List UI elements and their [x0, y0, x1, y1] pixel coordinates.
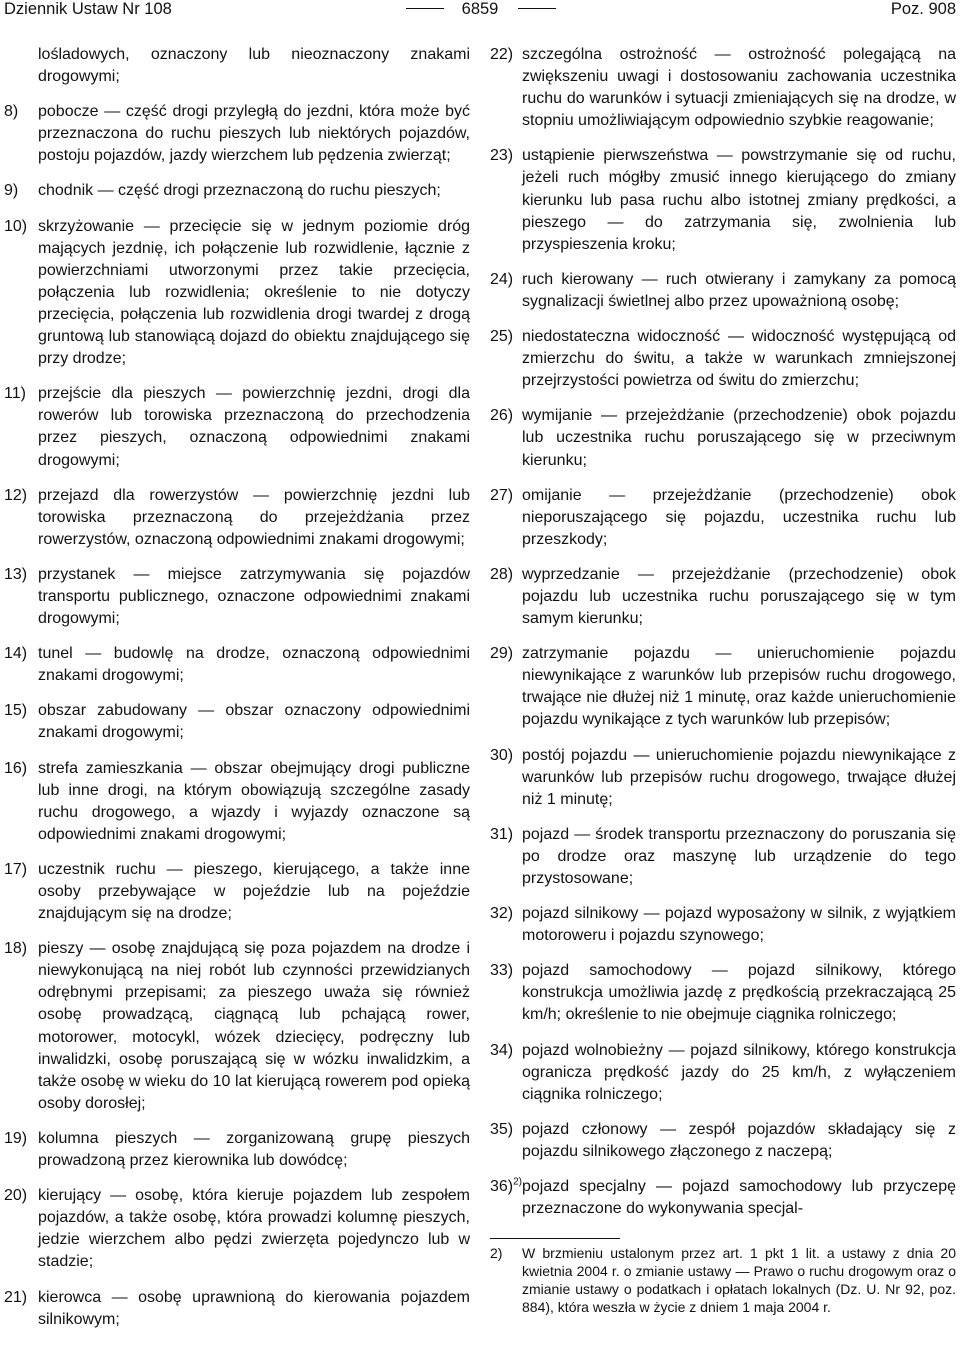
item-number: 26): [490, 407, 514, 425]
item-text: wymijanie — przejeżdżanie (przechodzenie) obok pojazdu lub uczestnika ruchu poruszającego się w przeciwnym kierunku;: [522, 407, 956, 469]
item-number: 22): [490, 46, 514, 63]
item-text: przejazd dla rowerzystów — powierzchnię jezdni lub torowiska przeznaczoną do przejeżdżania przez rowerzystów, oznaczoną odpowiednimi znakami drogowymi;: [38, 486, 470, 548]
definition-item-18: [4, 938, 470, 1115]
item-text: przejście dla pieszych — powierzchnię jezdni, drogi dla rowerów lub torowiska przeznaczoną do przechodzenia przez pieszych, oznaczoną odpowiednimi znakami drogowymi;: [38, 385, 470, 469]
item-text: pojazd członowy — zespół pojazdów składający się z pojazdu silnikowego złączonego z naczepą;: [522, 1120, 956, 1160]
definition-item-28: [490, 564, 956, 630]
item-number: 35): [490, 1120, 514, 1138]
item-text: obszar zabudowany — obszar oznaczony odpowiednimi znakami drogowymi;: [38, 702, 470, 742]
position-number: Poz. 908: [890, 0, 956, 18]
page-number: 6859: [461, 0, 499, 18]
item-text: pojazd samochodowy — pojazd silnikowy, którego konstrukcja umożliwia jazdę z prędkością przekraczającą 25 km/h; określenie to nie obejmuje ciągnika rolniczego;: [522, 962, 956, 1024]
definition-item-30: [490, 745, 956, 811]
definition-item-35: [490, 1119, 956, 1163]
item-text: omijanie — przejeżdżanie (przechodzenie) obok nieporuszającego się pojazdu, uczestnika ruchu lub przeszkody;: [522, 486, 956, 548]
item-text: zatrzymanie pojazdu — unieruchomienie pojazdu niewynikające z warunków lub przepisów ruchu drogowego, trwające nie dłużej niż 1 minutę, oraz każde unieruchomienie pojazdu wynikające z tych warunków lub przepisów;: [522, 645, 956, 729]
item-text: ustąpienie pierwszeństwa — powstrzymanie się od ruchu, jeżeli ruch mógłby zmusić innego kierującego do zmiany kierunku lub pasa ruchu albo istotnej zmiany prędkości, a pieszego — do zatrzymania się, zwolnienia lub przyspieszenia kroku;: [522, 147, 956, 253]
item-text: niedostateczna widoczność — widoczność występującą od zmierzchu do świtu, a także w warunkach zmniejszonej przejrzystości powietrza od świtu do zmierzchu;: [522, 328, 956, 390]
definition-item-22: [490, 44, 956, 132]
item-number: 8): [4, 103, 19, 121]
definition-item-34: [490, 1040, 956, 1106]
definition-item-29: [490, 643, 956, 731]
item-number: 21): [4, 1288, 28, 1306]
item-text: skrzyżowanie — przecięcie się w jednym poziomie dróg mających jezdnię, ich połączenie lub rozwidlenie, łącznie z powierzchniami utworzonymi przez takie przecięcia, połączenia lub rozwidlenia; określenie to nie dotyczy przecięcia, połączenia lub rozwidlenia drogi twardej z drogą gruntową lub stanowiącą dojazd do obiektu znajdującego się przy drodze;: [38, 217, 470, 368]
item-text: kolumna pieszych — zorganizowaną grupę pieszych prowadzoną przez kierownika lub dowódcę;: [38, 1129, 470, 1170]
definition-item-27: [490, 485, 956, 551]
definition-item-20: [4, 1185, 470, 1273]
item-text: pojazd wolnobieżny — pojazd silnikowy, którego konstrukcja ogranicza prędkość jazdy do 25 km/h, z wyłączeniem ciągnika rolniczego;: [522, 1041, 956, 1103]
definition-item-26: [490, 405, 956, 471]
item-number: 16): [4, 759, 28, 777]
definition-item-36: [490, 1176, 956, 1220]
item-number: 34): [490, 1041, 514, 1059]
right-items: [490, 44, 956, 1163]
definition-item-9: [4, 180, 470, 202]
item-text: kierujący — osobę, która kieruje pojazdem lub zespołem pojazdów, a także osobę, która prowadzi kolumnę pieszych, jedzie wierzchem albo pędzi zwierzęta pojedynczo lub w stadzie;: [38, 1187, 470, 1271]
item-text: szczególna ostrożność — ostrożność polegającą na zwiększeniu uwagi i dostosowaniu zachowania uczestnika ruchu do warunków i sytuacji zmieniających się na drodze, w stopniu umożliwiającym odpowiednio szybkie reagowanie;: [522, 46, 956, 130]
item-number: 18): [4, 940, 28, 958]
definition-item-13: [4, 564, 470, 630]
left-column: [4, 44, 470, 1344]
continuation-text: [4, 44, 470, 88]
item-number: 36)$^{2)}$: [490, 1176, 523, 1196]
footnote-text: W brzmieniu ustalonym przez art. 1 pkt 1 lit. a ustawy z dnia 20 kwietnia 2004 r. o zmianie ustawy — Prawo o ruchu drogowym oraz o zmianie ustawy o podatkach i opłatach lokalnych (Dz. U. Nr 92, poz. 884), która weszła w życie z dniem 1 maja 2004 r.: [522, 1245, 956, 1315]
definition-item-33: [490, 960, 956, 1026]
right-column: [490, 44, 956, 1316]
definition-item-12: [4, 485, 470, 551]
item-text: pieszy — osobę znajdującą się poza pojazdem na drodze i niewykonującą na niej robót lub czynności przewidzianych odrębnymi przepisami; za pieszego uważa się również osobę prowadzącą, ciągnącą lub pchającą rower, motorower, motocykl, wózek dziecięcy, podręczny lub inwalidzki, osobę poruszającą się w wózku inwalidzkim, a także osobę w wieku do 10 lat kierującą rowerem pod opieką osoby dorosłej;: [38, 940, 470, 1112]
definition-item-24: [490, 269, 956, 313]
item-text: uczestnik ruchu — pieszego, kierującego, a także inne osoby przebywające w pojeździe lub na pojeździe znajdującym się na drodze;: [38, 860, 470, 923]
definition-item-14: [4, 643, 470, 687]
item-text: tunel — budowlę na drodze, oznaczoną odpowiednimi znakami drogowymi;: [38, 645, 470, 685]
item-text: wyprzedzanie — przejeżdżanie (przechodzenie) obok pojazdu lub uczestnika ruchu poruszającego się w tym samym kierunku;: [522, 565, 956, 628]
item-text: pojazd specjalny — pojazd samochodowy lub przyczepę przeznaczone do wykonywania specjal-: [522, 1178, 956, 1218]
definition-item-32: [490, 903, 956, 947]
definition-item-25: [490, 326, 956, 392]
definition-item-11: [4, 383, 470, 471]
page-header: [0, 0, 960, 22]
footnote-ref: 2): [513, 1176, 523, 1188]
item-number: 12): [4, 486, 28, 504]
footnote-divider: [490, 1238, 620, 1239]
item-number: 9): [4, 182, 19, 200]
definition-item-17: [4, 859, 470, 925]
item-number: 20): [4, 1187, 28, 1205]
definition-item-23: [490, 145, 956, 255]
item-text: przystanek — miejsce zatrzymywania się pojazdów transportu publicznego, oznaczone odpowiednimi znakami drogowymi;: [38, 565, 470, 628]
item-text: kierowca — osobę uprawnioną do kierowania pojazdem silnikowym;: [38, 1288, 470, 1328]
item-number: 17): [4, 860, 28, 878]
item-number: 31): [490, 825, 514, 843]
definition-item-16: [4, 758, 470, 846]
continuation-body: lośladowych, oznaczony lub nieoznaczony znakami drogowymi;: [38, 46, 470, 86]
item-number: 25): [490, 328, 514, 346]
footnote-number: 2): [490, 1245, 503, 1262]
item-number: 14): [4, 645, 28, 663]
item-number: 15): [4, 702, 28, 720]
item-number: 11): [4, 385, 26, 403]
item-text: ruch kierowany — ruch otwierany i zamykany za pomocą sygnalizacji świetlnej albo przez upoważnioną osobę;: [522, 270, 956, 310]
definition-item-8: [4, 101, 470, 167]
item-number: 24): [490, 270, 514, 288]
item-text: strefa zamieszkania — obszar obejmujący drogi publiczne lub inne drogi, na którym obowiązują szczególne zasady ruchu drogowego, a wjazdy i wyjazdy oznaczone są odpowiednimi znakami drogowymi;: [38, 759, 470, 843]
item-text: postój pojazdu — unieruchomienie pojazdu niewynikające z warunków lub przepisów ruchu drogowego, trwające dłużej niż 1 minutę;: [522, 746, 956, 808]
item-number: 33): [490, 962, 514, 980]
definition-item-31: [490, 824, 956, 890]
item-number: 30): [490, 746, 514, 764]
item-number: 10): [4, 217, 28, 235]
footnote: [490, 1245, 956, 1316]
item-number: 27): [490, 486, 514, 504]
item-text: chodnik — część drogi przeznaczoną do ruchu pieszych;: [38, 182, 441, 200]
item-number: 32): [490, 905, 514, 923]
item-number: 23): [490, 147, 514, 165]
journal-title: Dziennik Ustaw Nr 108: [4, 0, 172, 18]
definition-item-15: [4, 700, 470, 744]
definition-item-10: [4, 216, 470, 371]
item-text: pojazd — środek transportu przeznaczony do poruszania się po drodze oraz maszynę lub urządzenie do tego przystosowane;: [522, 825, 956, 887]
header-dash-right: [518, 8, 556, 9]
item-number: 29): [490, 645, 514, 663]
definition-item-21: [4, 1287, 470, 1331]
item-text: pobocze — część drogi przyległą do jezdni, która może być przeznaczona do ruchu pieszych lub niektórych pojazdów, postoju pojazdów, jazdy wierzchem lub pędzenia zwierząt;: [38, 103, 470, 165]
item-number: 28): [490, 565, 514, 583]
item-text: pojazd silnikowy — pojazd wyposażony w silnik, z wyjątkiem motoroweru i pojazdu szynowego;: [522, 905, 956, 945]
item-number: 19): [4, 1129, 28, 1147]
item-number: 13): [4, 565, 28, 583]
definition-item-19: [4, 1128, 470, 1172]
